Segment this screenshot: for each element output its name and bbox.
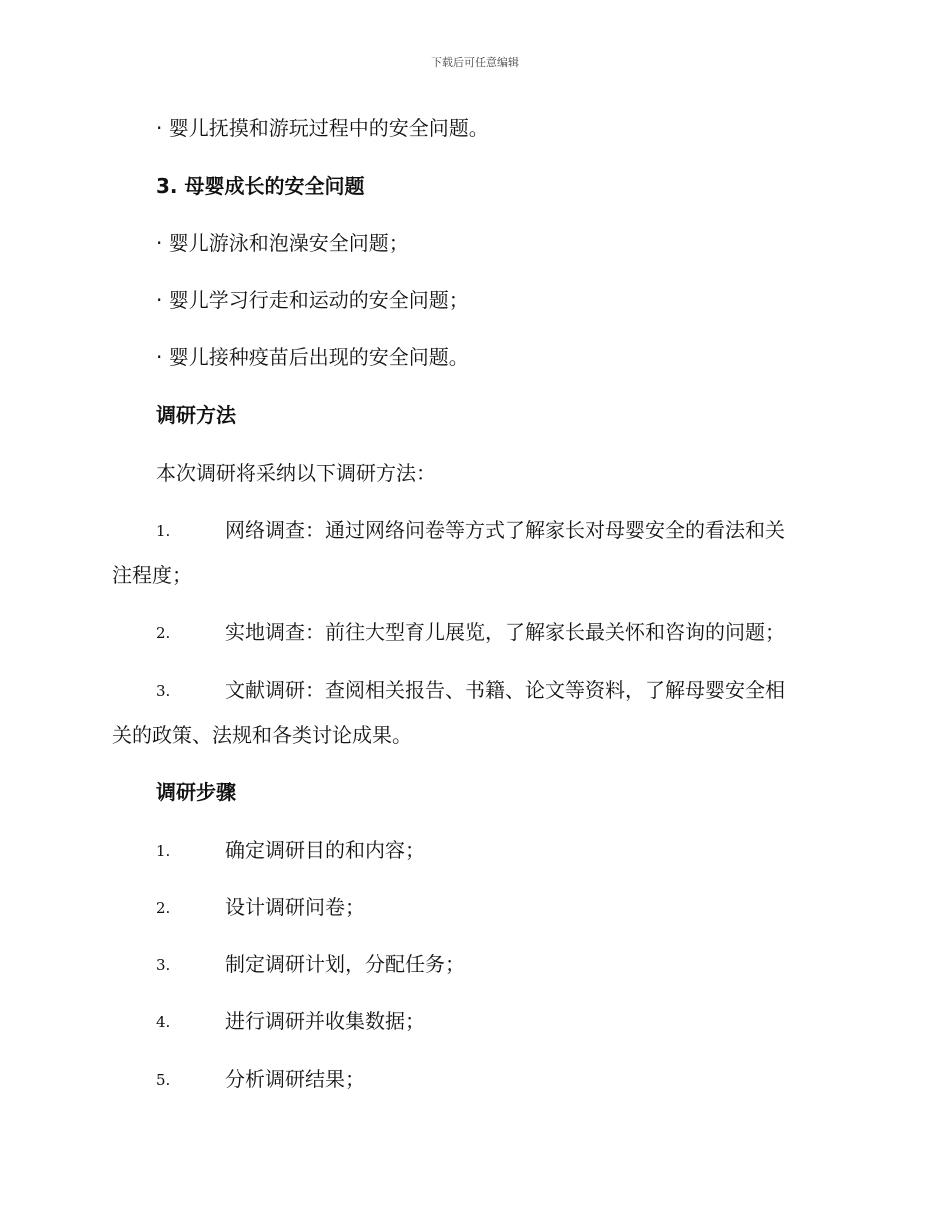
list-item-text: 确定调研目的和内容； — [225, 838, 425, 862]
bullet-item: · 婴儿学习行走和运动的安全问题； — [156, 288, 469, 312]
list-number: 4. — [156, 1013, 171, 1031]
list-item-text: 文献调研：查阅相关报告、书籍、论文等资料，了解母婴安全相 — [225, 678, 785, 702]
page-header: 下载后可任意编辑 — [431, 56, 519, 69]
bullet-item: · 婴儿抚摸和游玩过程中的安全问题。 — [156, 116, 489, 140]
section-heading-methods: 调研方法 — [156, 403, 236, 427]
list-item-continuation: 关的政策、法规和各类讨论成果。 — [112, 723, 412, 747]
list-number: 5. — [156, 1071, 171, 1089]
list-number: 1. — [156, 842, 171, 860]
list-number: 2. — [156, 899, 171, 917]
methods-intro: 本次调研将采纳以下调研方法： — [156, 461, 436, 485]
list-item-text: 分析调研结果； — [225, 1067, 365, 1091]
list-number: 3. — [156, 956, 171, 974]
section-heading-steps: 调研步骤 — [156, 780, 236, 804]
list-number: 3. — [156, 682, 171, 700]
list-item-text: 制定调研计划，分配任务； — [225, 952, 465, 976]
list-item-continuation: 注程度； — [112, 563, 192, 587]
list-number: 2. — [156, 624, 171, 642]
list-item-text: 实地调查：前往大型育儿展览，了解家长最关怀和咨询的问题； — [225, 620, 785, 644]
list-number: 1. — [156, 522, 171, 540]
list-item-text: 网络调查：通过网络问卷等方式了解家长对母婴安全的看法和关 — [225, 518, 785, 542]
list-item-text: 进行调研并收集数据； — [225, 1009, 425, 1033]
bullet-item: · 婴儿游泳和泡澡安全问题； — [156, 231, 409, 255]
section-heading: 3. 母婴成长的安全问题 — [156, 174, 365, 198]
bullet-item: · 婴儿接种疫苗后出现的安全问题。 — [156, 345, 469, 369]
list-item-text: 设计调研问卷； — [225, 895, 365, 919]
